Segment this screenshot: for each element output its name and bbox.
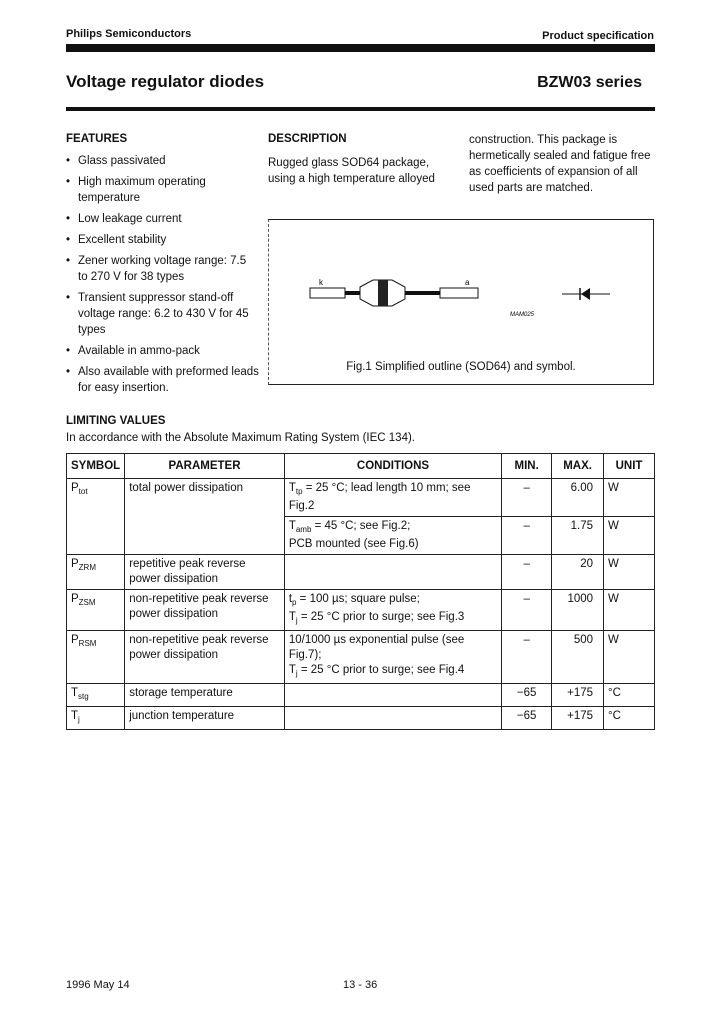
max-cell: 20 — [552, 555, 604, 590]
symbol-cell: $P_{ZSM}$ — [67, 590, 125, 631]
max-cell: 6.00 — [552, 479, 604, 517]
parameter-cell: junction temperature — [125, 707, 285, 730]
min-cell: – — [502, 479, 552, 517]
description-text-2: construction. This package is hermetically sealed and fatigue free as coefficients of expansion of all used parts are matched. — [469, 134, 651, 194]
min-cell: – — [502, 517, 552, 555]
sod64-outline-drawing — [300, 270, 630, 320]
feature-item: • Low leakage current — [66, 211, 266, 227]
max-cell: 500 — [552, 631, 604, 684]
table-row — [67, 590, 655, 631]
company-name: Philips Semiconductors — [66, 28, 192, 40]
cathode-label: k — [319, 278, 323, 287]
unit-cell: W — [604, 631, 655, 684]
feature-item: • Available in ammo-pack — [66, 343, 266, 359]
column-header: PARAMETER — [125, 454, 285, 479]
parameter-cell: total power dissipation — [125, 479, 285, 555]
table-row — [67, 555, 655, 590]
feature-item: • Zener working voltage range: 7.5 to 270 V for 38 types — [66, 253, 248, 285]
table-row — [67, 707, 655, 730]
description-text-1: Rugged glass SOD64 package, using a high temperature alloyed — [268, 157, 435, 185]
max-cell: +175 — [552, 684, 604, 707]
cathode-lead — [310, 288, 345, 298]
document-type: Product specification — [542, 30, 654, 42]
max-cell: 1.75 — [552, 517, 604, 555]
table-row — [67, 479, 655, 517]
symbol-cell: $P_{RSM}$ — [67, 631, 125, 684]
diode-symbol — [562, 288, 610, 300]
header-rule — [66, 44, 655, 52]
parameter-cell: storage temperature — [125, 684, 285, 707]
part-number: BZW03 series — [537, 74, 642, 91]
table-row — [67, 631, 655, 684]
parameter-cell: repetitive peak reverse power dissipation — [125, 555, 285, 590]
limiting-values-heading: LIMITING VALUES — [66, 415, 166, 427]
column-header: MIN. — [502, 454, 552, 479]
anode-lead — [440, 288, 478, 298]
limiting-values-subtitle: In accordance with the Absolute Maximum Rating System (IEC 134). — [66, 432, 415, 444]
min-cell: – — [502, 555, 552, 590]
symbol-cell: $P_{tot}$ — [67, 479, 125, 555]
features-list — [66, 153, 266, 401]
column-header: SYMBOL — [67, 454, 125, 479]
unit-cell: W — [604, 517, 655, 555]
symbol-cell: $T_{stg}$ — [67, 684, 125, 707]
feature-item: • High maximum operating temperature — [66, 174, 218, 206]
unit-cell: °C — [604, 684, 655, 707]
footer-page-number: 13 - 36 — [343, 979, 378, 991]
cathode-wire — [345, 291, 360, 295]
drawing-code: MAM025 — [510, 312, 535, 318]
min-cell: – — [502, 631, 552, 684]
feature-item: • Excellent stability — [66, 232, 266, 248]
conditions-cell — [284, 707, 501, 730]
anode-label: a — [465, 278, 470, 287]
min-cell: −65 — [502, 707, 552, 730]
symbol-cell: $P_{ZRM}$ — [67, 555, 125, 590]
anode-wire — [405, 291, 440, 295]
cathode-band — [378, 280, 388, 306]
max-cell: +175 — [552, 707, 604, 730]
figure-caption: Fig.1 Simplified outline (SOD64) and symbol. — [346, 361, 576, 373]
conditions-cell: 10/1000 µs exponential pulse (see Fig.7); $T_j = 25$ °C prior to surge; see Fig.4 — [284, 631, 501, 684]
limiting-values-table — [66, 453, 655, 730]
conditions-cell: $T_{amb} = 45$ °C; see Fig.2; PCB mounted (see Fig.6) — [284, 517, 501, 555]
conditions-cell: $t_p = 100$ µs; square pulse; $T_j = 25$ °C prior to surge; see Fig.3 — [284, 590, 501, 631]
column-header: UNIT — [604, 454, 655, 479]
max-cell: 1000 — [552, 590, 604, 631]
footer-date: 1996 May 14 — [66, 979, 130, 991]
title-rule — [66, 107, 655, 111]
feature-item: • Transient suppressor stand-off voltage range: 6.2 to 430 V for 45 types — [66, 290, 258, 338]
conditions-cell — [284, 555, 501, 590]
feature-item: • Glass passivated — [66, 153, 266, 169]
table-row — [67, 684, 655, 707]
column-header: CONDITIONS — [284, 454, 501, 479]
symbol-cell: $T_j$ — [67, 707, 125, 730]
page-title: Voltage regulator diodes — [66, 72, 265, 91]
description-heading: DESCRIPTION — [268, 133, 347, 145]
unit-cell: °C — [604, 707, 655, 730]
conditions-cell — [284, 684, 501, 707]
features-heading: FEATURES — [66, 133, 128, 145]
min-cell: −65 — [502, 684, 552, 707]
table-header-row — [67, 454, 655, 479]
column-header: MAX. — [552, 454, 604, 479]
unit-cell: W — [604, 555, 655, 590]
min-cell: – — [502, 590, 552, 631]
parameter-cell: non-repetitive peak reverse power dissipation — [125, 631, 285, 684]
feature-item: • Also available with preformed leads for easy insertion. — [66, 364, 263, 396]
unit-cell: W — [604, 590, 655, 631]
unit-cell: W — [604, 479, 655, 517]
parameter-cell: non-repetitive peak reverse power dissipation — [125, 590, 285, 631]
conditions-cell: $T_{tp} = 25$ °C; lead length 10 mm; see Fig.2 — [284, 479, 501, 517]
